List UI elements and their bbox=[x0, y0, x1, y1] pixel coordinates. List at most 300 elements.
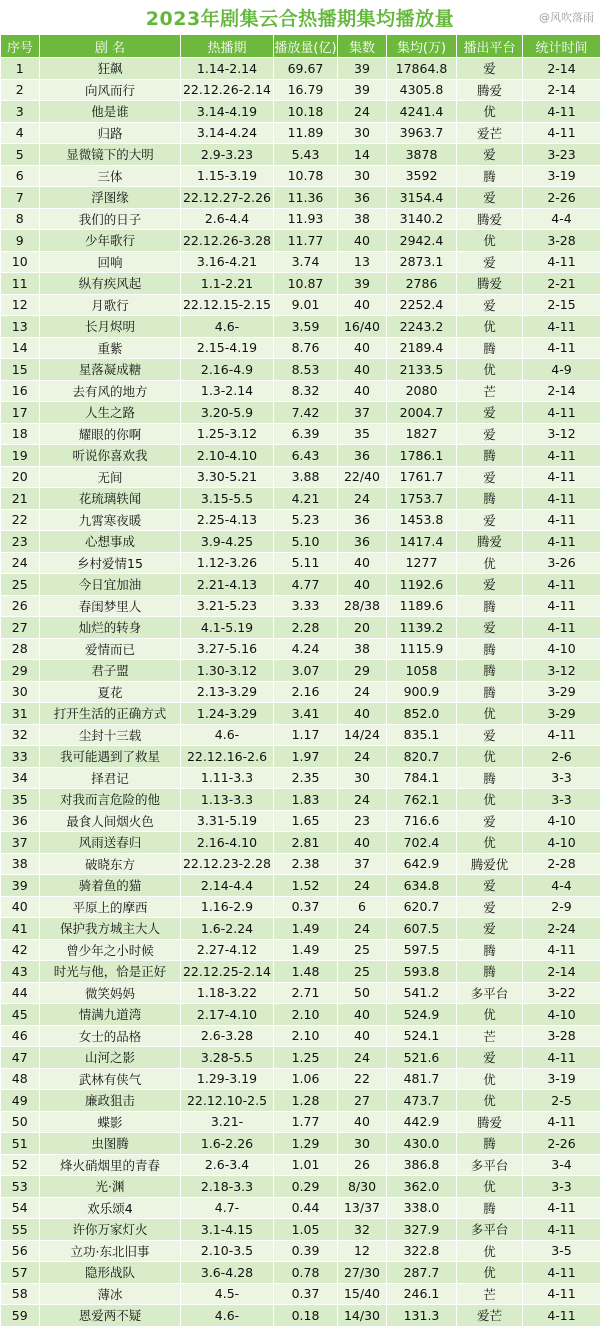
cell-index: 52 bbox=[1, 1154, 40, 1176]
cell-total-views: 1.49 bbox=[274, 918, 338, 940]
cell-platform: 爱 bbox=[457, 574, 523, 596]
cell-total-views: 1.17 bbox=[274, 724, 338, 746]
cell-air-period: 1.14-2.14 bbox=[181, 58, 274, 80]
cell-episodes: 24 bbox=[338, 101, 387, 123]
cell-drama-name: 平原上的摩西 bbox=[40, 896, 181, 918]
cell-stat-date: 3-28 bbox=[523, 230, 600, 252]
cell-avg-views: 1192.6 bbox=[387, 574, 457, 596]
cell-stat-date: 3-19 bbox=[523, 1068, 600, 1090]
cell-episodes: 6 bbox=[338, 896, 387, 918]
cell-total-views: 0.78 bbox=[274, 1262, 338, 1284]
cell-total-views: 11.93 bbox=[274, 208, 338, 230]
cell-platform: 腾 bbox=[457, 488, 523, 510]
cell-air-period: 1.25-3.12 bbox=[181, 423, 274, 445]
cell-episodes: 12 bbox=[338, 1240, 387, 1262]
cell-air-period: 2.6-3.4 bbox=[181, 1154, 274, 1176]
cell-avg-views: 473.7 bbox=[387, 1090, 457, 1112]
cell-platform: 多平台 bbox=[457, 1154, 523, 1176]
header-avg-views: 集均(万) bbox=[387, 35, 457, 58]
cell-drama-name: 月歌行 bbox=[40, 294, 181, 316]
cell-episodes: 30 bbox=[338, 122, 387, 144]
cell-drama-name: 立功·东北旧事 bbox=[40, 1240, 181, 1262]
cell-air-period: 3.21- bbox=[181, 1111, 274, 1133]
table-row bbox=[1, 273, 600, 295]
cell-episodes: 16/40 bbox=[338, 316, 387, 338]
cell-total-views: 1.25 bbox=[274, 1047, 338, 1069]
cell-stat-date: 2-26 bbox=[523, 1133, 600, 1155]
cell-index: 50 bbox=[1, 1111, 40, 1133]
cell-drama-name: 微笑妈妈 bbox=[40, 982, 181, 1004]
cell-index: 43 bbox=[1, 961, 40, 983]
cell-avg-views: 131.3 bbox=[387, 1305, 457, 1327]
cell-total-views: 1.06 bbox=[274, 1068, 338, 1090]
cell-total-views: 11.36 bbox=[274, 187, 338, 209]
cell-stat-date: 2-28 bbox=[523, 853, 600, 875]
table-row bbox=[1, 1240, 600, 1262]
cell-drama-name: 对我而言危险的他 bbox=[40, 789, 181, 811]
cell-total-views: 1.97 bbox=[274, 746, 338, 768]
table-row bbox=[1, 681, 600, 703]
cell-avg-views: 1761.7 bbox=[387, 466, 457, 488]
cell-drama-name: 风雨送春归 bbox=[40, 832, 181, 854]
cell-air-period: 4.6- bbox=[181, 724, 274, 746]
cell-air-period: 4.6- bbox=[181, 316, 274, 338]
cell-total-views: 7.42 bbox=[274, 402, 338, 424]
cell-total-views: 0.18 bbox=[274, 1305, 338, 1327]
cell-index: 8 bbox=[1, 208, 40, 230]
cell-platform: 优 bbox=[457, 1176, 523, 1198]
cell-total-views: 0.37 bbox=[274, 1283, 338, 1305]
cell-stat-date: 4-11 bbox=[523, 251, 600, 273]
cell-platform: 爱 bbox=[457, 402, 523, 424]
cell-stat-date: 3-12 bbox=[523, 423, 600, 445]
cell-episodes: 24 bbox=[338, 488, 387, 510]
cell-index: 48 bbox=[1, 1068, 40, 1090]
cell-platform: 腾 bbox=[457, 1133, 523, 1155]
author-watermark: @风吹落雨 bbox=[539, 9, 594, 25]
cell-drama-name: 重紫 bbox=[40, 337, 181, 359]
cell-index: 25 bbox=[1, 574, 40, 596]
cell-total-views: 0.29 bbox=[274, 1176, 338, 1198]
cell-episodes: 40 bbox=[338, 337, 387, 359]
cell-avg-views: 3592 bbox=[387, 165, 457, 187]
cell-stat-date: 4-11 bbox=[523, 316, 600, 338]
cell-air-period: 3.20-5.9 bbox=[181, 402, 274, 424]
cell-platform: 优 bbox=[457, 746, 523, 768]
cell-index: 54 bbox=[1, 1197, 40, 1219]
table-row bbox=[1, 767, 600, 789]
cell-drama-name: 浮图缘 bbox=[40, 187, 181, 209]
cell-stat-date: 4-11 bbox=[523, 488, 600, 510]
cell-avg-views: 1417.4 bbox=[387, 531, 457, 553]
cell-air-period: 3.16-4.21 bbox=[181, 251, 274, 273]
cell-platform: 爱 bbox=[457, 187, 523, 209]
cell-episodes: 24 bbox=[338, 746, 387, 768]
cell-platform: 优 bbox=[457, 359, 523, 381]
cell-platform: 爱 bbox=[457, 724, 523, 746]
cell-stat-date: 4-11 bbox=[523, 617, 600, 639]
cell-air-period: 1.15-3.19 bbox=[181, 165, 274, 187]
cell-avg-views: 246.1 bbox=[387, 1283, 457, 1305]
cell-platform: 优 bbox=[457, 552, 523, 574]
cell-stat-date: 4-10 bbox=[523, 832, 600, 854]
header-stat-date: 统计时间 bbox=[523, 35, 600, 58]
cell-index: 30 bbox=[1, 681, 40, 703]
table-row bbox=[1, 1004, 600, 1026]
cell-drama-name: 烽火硝烟里的青春 bbox=[40, 1154, 181, 1176]
cell-total-views: 5.23 bbox=[274, 509, 338, 531]
cell-total-views: 1.77 bbox=[274, 1111, 338, 1133]
cell-avg-views: 2243.2 bbox=[387, 316, 457, 338]
cell-avg-views: 1139.2 bbox=[387, 617, 457, 639]
cell-avg-views: 541.2 bbox=[387, 982, 457, 1004]
table-row bbox=[1, 337, 600, 359]
cell-total-views: 3.59 bbox=[274, 316, 338, 338]
cell-total-views: 2.81 bbox=[274, 832, 338, 854]
cell-air-period: 2.15-4.19 bbox=[181, 337, 274, 359]
cell-stat-date: 2-21 bbox=[523, 273, 600, 295]
cell-platform: 多平台 bbox=[457, 1219, 523, 1241]
cell-stat-date: 4-11 bbox=[523, 1283, 600, 1305]
cell-drama-name: 最食人间烟火色 bbox=[40, 810, 181, 832]
cell-platform: 腾 bbox=[457, 595, 523, 617]
cell-drama-name: 光·渊 bbox=[40, 1176, 181, 1198]
cell-air-period: 2.21-4.13 bbox=[181, 574, 274, 596]
cell-drama-name: 今日宜加油 bbox=[40, 574, 181, 596]
cell-index: 2 bbox=[1, 79, 40, 101]
cell-air-period: 1.11-3.3 bbox=[181, 767, 274, 789]
table-row bbox=[1, 617, 600, 639]
cell-avg-views: 524.1 bbox=[387, 1025, 457, 1047]
title-bar bbox=[0, 0, 600, 34]
cell-platform: 腾爱 bbox=[457, 1111, 523, 1133]
cell-avg-views: 1453.8 bbox=[387, 509, 457, 531]
cell-platform: 腾 bbox=[457, 445, 523, 467]
header-drama-name: 剧 名 bbox=[40, 35, 181, 58]
cell-episodes: 40 bbox=[338, 359, 387, 381]
cell-stat-date: 2-26 bbox=[523, 187, 600, 209]
cell-air-period: 3.27-5.16 bbox=[181, 638, 274, 660]
cell-stat-date: 4-10 bbox=[523, 638, 600, 660]
cell-index: 28 bbox=[1, 638, 40, 660]
cell-episodes: 36 bbox=[338, 531, 387, 553]
cell-avg-views: 716.6 bbox=[387, 810, 457, 832]
cell-air-period: 22.12.26-2.14 bbox=[181, 79, 274, 101]
table-row bbox=[1, 1025, 600, 1047]
cell-episodes: 22/40 bbox=[338, 466, 387, 488]
cell-air-period: 22.12.15-2.15 bbox=[181, 294, 274, 316]
table-row bbox=[1, 810, 600, 832]
cell-episodes: 8/30 bbox=[338, 1176, 387, 1198]
cell-avg-views: 386.8 bbox=[387, 1154, 457, 1176]
cell-air-period: 1.6-2.24 bbox=[181, 918, 274, 940]
cell-platform: 爱 bbox=[457, 144, 523, 166]
cell-stat-date: 3-22 bbox=[523, 982, 600, 1004]
cell-drama-name: 薄冰 bbox=[40, 1283, 181, 1305]
cell-episodes: 26 bbox=[338, 1154, 387, 1176]
cell-platform: 爱 bbox=[457, 58, 523, 80]
cell-platform: 优 bbox=[457, 101, 523, 123]
cell-drama-name: 蝶影 bbox=[40, 1111, 181, 1133]
cell-platform: 优 bbox=[457, 316, 523, 338]
cell-episodes: 37 bbox=[338, 402, 387, 424]
cell-stat-date: 3-19 bbox=[523, 165, 600, 187]
cell-total-views: 2.10 bbox=[274, 1025, 338, 1047]
table-row bbox=[1, 466, 600, 488]
cell-platform: 腾 bbox=[457, 165, 523, 187]
cell-platform: 腾 bbox=[457, 939, 523, 961]
cell-air-period: 2.14-4.4 bbox=[181, 875, 274, 897]
cell-drama-name: 归路 bbox=[40, 122, 181, 144]
cell-total-views: 1.48 bbox=[274, 961, 338, 983]
cell-total-views: 2.38 bbox=[274, 853, 338, 875]
cell-episodes: 22 bbox=[338, 1068, 387, 1090]
cell-avg-views: 2252.4 bbox=[387, 294, 457, 316]
cell-index: 3 bbox=[1, 101, 40, 123]
cell-platform: 优 bbox=[457, 789, 523, 811]
cell-total-views: 1.49 bbox=[274, 939, 338, 961]
cell-stat-date: 2-15 bbox=[523, 294, 600, 316]
cell-drama-name: 狂飙 bbox=[40, 58, 181, 80]
cell-stat-date: 4-11 bbox=[523, 724, 600, 746]
cell-stat-date: 3-29 bbox=[523, 703, 600, 725]
cell-air-period: 4.1-5.19 bbox=[181, 617, 274, 639]
table-row bbox=[1, 918, 600, 940]
cell-drama-name: 山河之影 bbox=[40, 1047, 181, 1069]
cell-stat-date: 3-29 bbox=[523, 681, 600, 703]
header-air-period: 热播期 bbox=[181, 35, 274, 58]
cell-platform: 腾 bbox=[457, 961, 523, 983]
cell-stat-date: 2-14 bbox=[523, 961, 600, 983]
cell-total-views: 2.71 bbox=[274, 982, 338, 1004]
cell-total-views: 10.78 bbox=[274, 165, 338, 187]
cell-platform: 腾 bbox=[457, 660, 523, 682]
cell-avg-views: 1277 bbox=[387, 552, 457, 574]
cell-drama-name: 向风而行 bbox=[40, 79, 181, 101]
cell-drama-name: 恩爱两不疑 bbox=[40, 1305, 181, 1327]
table-row bbox=[1, 1090, 600, 1112]
cell-air-period: 1.29-3.19 bbox=[181, 1068, 274, 1090]
cell-avg-views: 1189.6 bbox=[387, 595, 457, 617]
cell-platform: 爱 bbox=[457, 294, 523, 316]
cell-air-period: 22.12.27-2.26 bbox=[181, 187, 274, 209]
cell-platform: 爱 bbox=[457, 896, 523, 918]
cell-total-views: 2.16 bbox=[274, 681, 338, 703]
cell-air-period: 3.21-5.23 bbox=[181, 595, 274, 617]
cell-total-views: 5.43 bbox=[274, 144, 338, 166]
cell-total-views: 3.88 bbox=[274, 466, 338, 488]
cell-episodes: 40 bbox=[338, 294, 387, 316]
cell-episodes: 15/40 bbox=[338, 1283, 387, 1305]
cell-air-period: 3.30-5.21 bbox=[181, 466, 274, 488]
cell-index: 29 bbox=[1, 660, 40, 682]
table-row bbox=[1, 853, 600, 875]
cell-avg-views: 702.4 bbox=[387, 832, 457, 854]
cell-index: 4 bbox=[1, 122, 40, 144]
cell-platform: 芒 bbox=[457, 380, 523, 402]
cell-index: 45 bbox=[1, 1004, 40, 1026]
cell-platform: 爱 bbox=[457, 1047, 523, 1069]
cell-drama-name: 花琉璃轶闻 bbox=[40, 488, 181, 510]
table-row bbox=[1, 144, 600, 166]
cell-platform: 优 bbox=[457, 1004, 523, 1026]
table-row bbox=[1, 165, 600, 187]
cell-total-views: 2.28 bbox=[274, 617, 338, 639]
cell-stat-date: 3-28 bbox=[523, 1025, 600, 1047]
cell-total-views: 3.07 bbox=[274, 660, 338, 682]
cell-index: 10 bbox=[1, 251, 40, 273]
cell-stat-date: 2-24 bbox=[523, 918, 600, 940]
cell-avg-views: 634.8 bbox=[387, 875, 457, 897]
cell-air-period: 2.16-4.10 bbox=[181, 832, 274, 854]
cell-total-views: 10.18 bbox=[274, 101, 338, 123]
cell-total-views: 2.35 bbox=[274, 767, 338, 789]
cell-index: 47 bbox=[1, 1047, 40, 1069]
cell-air-period: 2.18-3.3 bbox=[181, 1176, 274, 1198]
cell-air-period: 4.6- bbox=[181, 1305, 274, 1327]
cell-platform: 爱芒 bbox=[457, 122, 523, 144]
table-header-row bbox=[1, 35, 600, 58]
cell-total-views: 10.87 bbox=[274, 273, 338, 295]
cell-platform: 爱 bbox=[457, 875, 523, 897]
cell-air-period: 1.30-3.12 bbox=[181, 660, 274, 682]
cell-index: 11 bbox=[1, 273, 40, 295]
table-row bbox=[1, 982, 600, 1004]
cell-avg-views: 481.7 bbox=[387, 1068, 457, 1090]
cell-air-period: 4.7- bbox=[181, 1197, 274, 1219]
cell-drama-name: 保护我方城主大人 bbox=[40, 918, 181, 940]
cell-episodes: 20 bbox=[338, 617, 387, 639]
cell-avg-views: 17864.8 bbox=[387, 58, 457, 80]
cell-drama-name: 时光与他，恰是正好 bbox=[40, 961, 181, 983]
cell-stat-date: 4-9 bbox=[523, 359, 600, 381]
table-row bbox=[1, 359, 600, 381]
cell-avg-views: 362.0 bbox=[387, 1176, 457, 1198]
cell-total-views: 1.52 bbox=[274, 875, 338, 897]
table-row bbox=[1, 122, 600, 144]
cell-index: 55 bbox=[1, 1219, 40, 1241]
cell-drama-name: 春闺梦里人 bbox=[40, 595, 181, 617]
cell-stat-date: 4-11 bbox=[523, 595, 600, 617]
cell-episodes: 23 bbox=[338, 810, 387, 832]
cell-avg-views: 4241.4 bbox=[387, 101, 457, 123]
cell-stat-date: 4-11 bbox=[523, 1219, 600, 1241]
cell-total-views: 3.74 bbox=[274, 251, 338, 273]
cell-stat-date: 4-11 bbox=[523, 466, 600, 488]
cell-drama-name: 去有风的地方 bbox=[40, 380, 181, 402]
cell-episodes: 39 bbox=[338, 79, 387, 101]
cell-index: 32 bbox=[1, 724, 40, 746]
header-index: 序号 bbox=[1, 35, 40, 58]
cell-avg-views: 4305.8 bbox=[387, 79, 457, 101]
cell-drama-name: 纵有疾风起 bbox=[40, 273, 181, 295]
cell-stat-date: 4-11 bbox=[523, 1047, 600, 1069]
cell-total-views: 8.53 bbox=[274, 359, 338, 381]
cell-index: 1 bbox=[1, 58, 40, 80]
table-row bbox=[1, 1197, 600, 1219]
cell-drama-name: 无间 bbox=[40, 466, 181, 488]
table-row bbox=[1, 703, 600, 725]
cell-drama-name: 乡村爱情15 bbox=[40, 552, 181, 574]
cell-index: 13 bbox=[1, 316, 40, 338]
cell-episodes: 40 bbox=[338, 574, 387, 596]
cell-air-period: 1.6-2.26 bbox=[181, 1133, 274, 1155]
cell-avg-views: 2004.7 bbox=[387, 402, 457, 424]
cell-episodes: 24 bbox=[338, 681, 387, 703]
cell-episodes: 38 bbox=[338, 208, 387, 230]
cell-drama-name: 灿烂的转身 bbox=[40, 617, 181, 639]
cell-stat-date: 4-11 bbox=[523, 1305, 600, 1327]
cell-platform: 芒 bbox=[457, 1025, 523, 1047]
cell-avg-views: 1827 bbox=[387, 423, 457, 445]
cell-index: 40 bbox=[1, 896, 40, 918]
cell-stat-date: 2-6 bbox=[523, 746, 600, 768]
cell-episodes: 24 bbox=[338, 918, 387, 940]
cell-episodes: 40 bbox=[338, 380, 387, 402]
cell-episodes: 30 bbox=[338, 165, 387, 187]
cell-avg-views: 3963.7 bbox=[387, 122, 457, 144]
cell-avg-views: 1058 bbox=[387, 660, 457, 682]
cell-air-period: 2.13-3.29 bbox=[181, 681, 274, 703]
cell-avg-views: 430.0 bbox=[387, 1133, 457, 1155]
cell-episodes: 40 bbox=[338, 1004, 387, 1026]
cell-stat-date: 3-26 bbox=[523, 552, 600, 574]
cell-total-views: 0.37 bbox=[274, 896, 338, 918]
cell-platform: 优 bbox=[457, 832, 523, 854]
cell-platform: 爱芒 bbox=[457, 1305, 523, 1327]
cell-index: 22 bbox=[1, 509, 40, 531]
cell-platform: 优 bbox=[457, 1090, 523, 1112]
cell-total-views: 8.32 bbox=[274, 380, 338, 402]
cell-platform: 腾爱 bbox=[457, 208, 523, 230]
cell-platform: 爱 bbox=[457, 423, 523, 445]
cell-avg-views: 1115.9 bbox=[387, 638, 457, 660]
cell-drama-name: 星落凝成糖 bbox=[40, 359, 181, 381]
cell-stat-date: 4-11 bbox=[523, 101, 600, 123]
cell-episodes: 40 bbox=[338, 230, 387, 252]
table-row bbox=[1, 1068, 600, 1090]
cell-avg-views: 607.5 bbox=[387, 918, 457, 940]
cell-total-views: 3.41 bbox=[274, 703, 338, 725]
cell-stat-date: 4-11 bbox=[523, 1197, 600, 1219]
cell-air-period: 2.10-3.5 bbox=[181, 1240, 274, 1262]
cell-avg-views: 327.9 bbox=[387, 1219, 457, 1241]
cell-platform: 优 bbox=[457, 703, 523, 725]
cell-drama-name: 人生之路 bbox=[40, 402, 181, 424]
cell-total-views: 16.79 bbox=[274, 79, 338, 101]
ranking-table bbox=[0, 34, 600, 1327]
table-row bbox=[1, 638, 600, 660]
cell-platform: 腾 bbox=[457, 337, 523, 359]
cell-drama-name: 回响 bbox=[40, 251, 181, 273]
cell-drama-name: 我们的日子 bbox=[40, 208, 181, 230]
table-row bbox=[1, 724, 600, 746]
cell-platform: 爱 bbox=[457, 810, 523, 832]
cell-drama-name: 骑着鱼的猫 bbox=[40, 875, 181, 897]
cell-episodes: 25 bbox=[338, 939, 387, 961]
cell-total-views: 5.10 bbox=[274, 531, 338, 553]
cell-drama-name: 情满九道湾 bbox=[40, 1004, 181, 1026]
cell-platform: 多平台 bbox=[457, 982, 523, 1004]
cell-avg-views: 593.8 bbox=[387, 961, 457, 983]
cell-air-period: 3.9-4.25 bbox=[181, 531, 274, 553]
cell-index: 38 bbox=[1, 853, 40, 875]
cell-air-period: 22.12.16-2.6 bbox=[181, 746, 274, 768]
cell-episodes: 40 bbox=[338, 552, 387, 574]
cell-index: 20 bbox=[1, 466, 40, 488]
cell-platform: 优 bbox=[457, 230, 523, 252]
cell-total-views: 6.39 bbox=[274, 423, 338, 445]
